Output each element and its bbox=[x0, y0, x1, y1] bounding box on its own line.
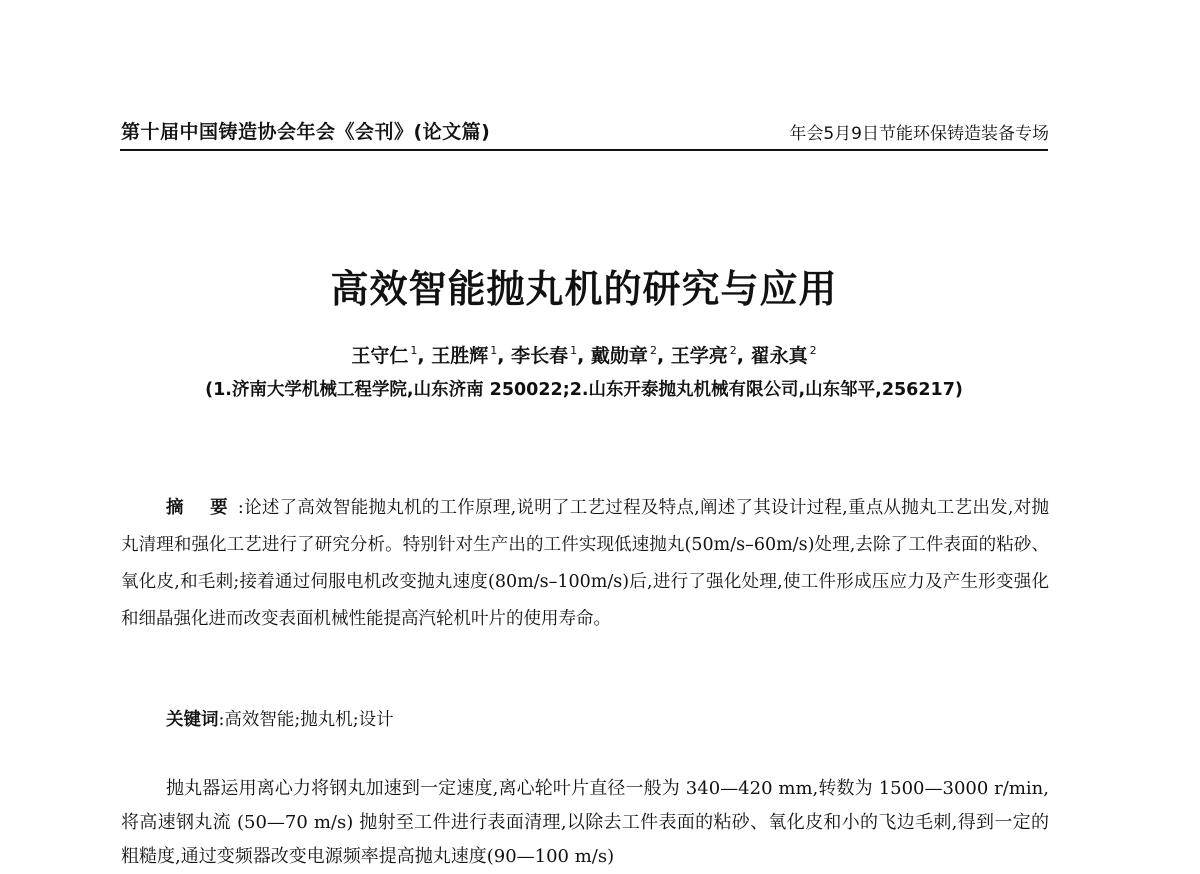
author-name: 王学亮 bbox=[670, 345, 728, 367]
running-header-section: 年会5月9日节能环保铸造装备专场 bbox=[789, 124, 1049, 144]
author bbox=[431, 345, 497, 367]
author-affiliation-mark: 1 bbox=[410, 344, 418, 357]
author-affiliation-mark: 2 bbox=[649, 344, 657, 357]
author-list: 王守仁 $^1$, 王胜辉 $^1$, 李长春 $^1$, 戴勋章 $^2$, 王学亮 $^2$, 翟永真 $^2$ bbox=[351, 344, 817, 367]
author-affiliation-mark: 1 bbox=[570, 344, 578, 357]
affiliations: (1.济南大学机械工程学院,山东济南 250022;2.山东开泰抛丸机械有限公司,山东邹平,256217) bbox=[205, 380, 963, 400]
author bbox=[751, 345, 817, 367]
header-divider bbox=[120, 149, 1048, 151]
author-name: 王守仁 bbox=[351, 345, 409, 367]
author-affiliation-mark: 1 bbox=[490, 344, 498, 357]
keywords-label: 关键词 bbox=[166, 710, 219, 730]
paper-title: 高效智能抛丸机的研究与应用 bbox=[330, 267, 838, 311]
author-name: 李长春 bbox=[511, 345, 569, 367]
author bbox=[351, 345, 417, 367]
author bbox=[511, 345, 577, 367]
abstract bbox=[121, 490, 1049, 638]
author bbox=[671, 345, 737, 367]
author-affiliation-mark: 2 bbox=[809, 344, 817, 357]
running-header-journal: 第十届中国铸造协会年会《会刊》(论文篇) bbox=[121, 121, 491, 143]
author-name: 戴勋章 bbox=[590, 345, 648, 367]
author-name: 翟永真 bbox=[750, 345, 808, 367]
keywords-text: :高效智能;抛丸机;设计 bbox=[218, 710, 394, 730]
keywords bbox=[166, 706, 394, 731]
author bbox=[591, 345, 657, 367]
author-name: 王胜辉 bbox=[431, 345, 489, 367]
author-affiliation-mark: 2 bbox=[729, 344, 737, 357]
abstract-text: :论述了高效智能抛丸机的工作原理,说明了工艺过程及特点,阐述了其设计过程,重点从抛丸工艺出发,对抛丸清理和强化工艺进行了研究分析。特别针对生产出的工件实现低速抛丸(50m/s–60m/s)处理,去除了工件表面的粘砂、氧化皮,和毛刺;接着通过伺服电机改变抛丸速度(80m/s–100m/s)后,进行了强化处理,使工件形成压应力及产生形变强化和细晶强化进而改变表面机械性能提高汽轮机叶片的使用寿命。 bbox=[121, 498, 1049, 629]
body-paragraph: 抛丸器运用离心力将钢丸加速到一定速度,离心轮叶片直径一般为 340—420 mm,转数为 1500—3000 r/min,将高速钢丸流 (50—70 m/s) 抛射至工件进行表面清理,以除去工件表面的粘砂、氧化皮和小的飞边毛刺,得到一定的粗糙度,通过变频器改变电源频率提高抛丸速度(90—100 m/s) bbox=[121, 778, 1049, 867]
abstract-label: 摘 要 bbox=[166, 498, 238, 518]
